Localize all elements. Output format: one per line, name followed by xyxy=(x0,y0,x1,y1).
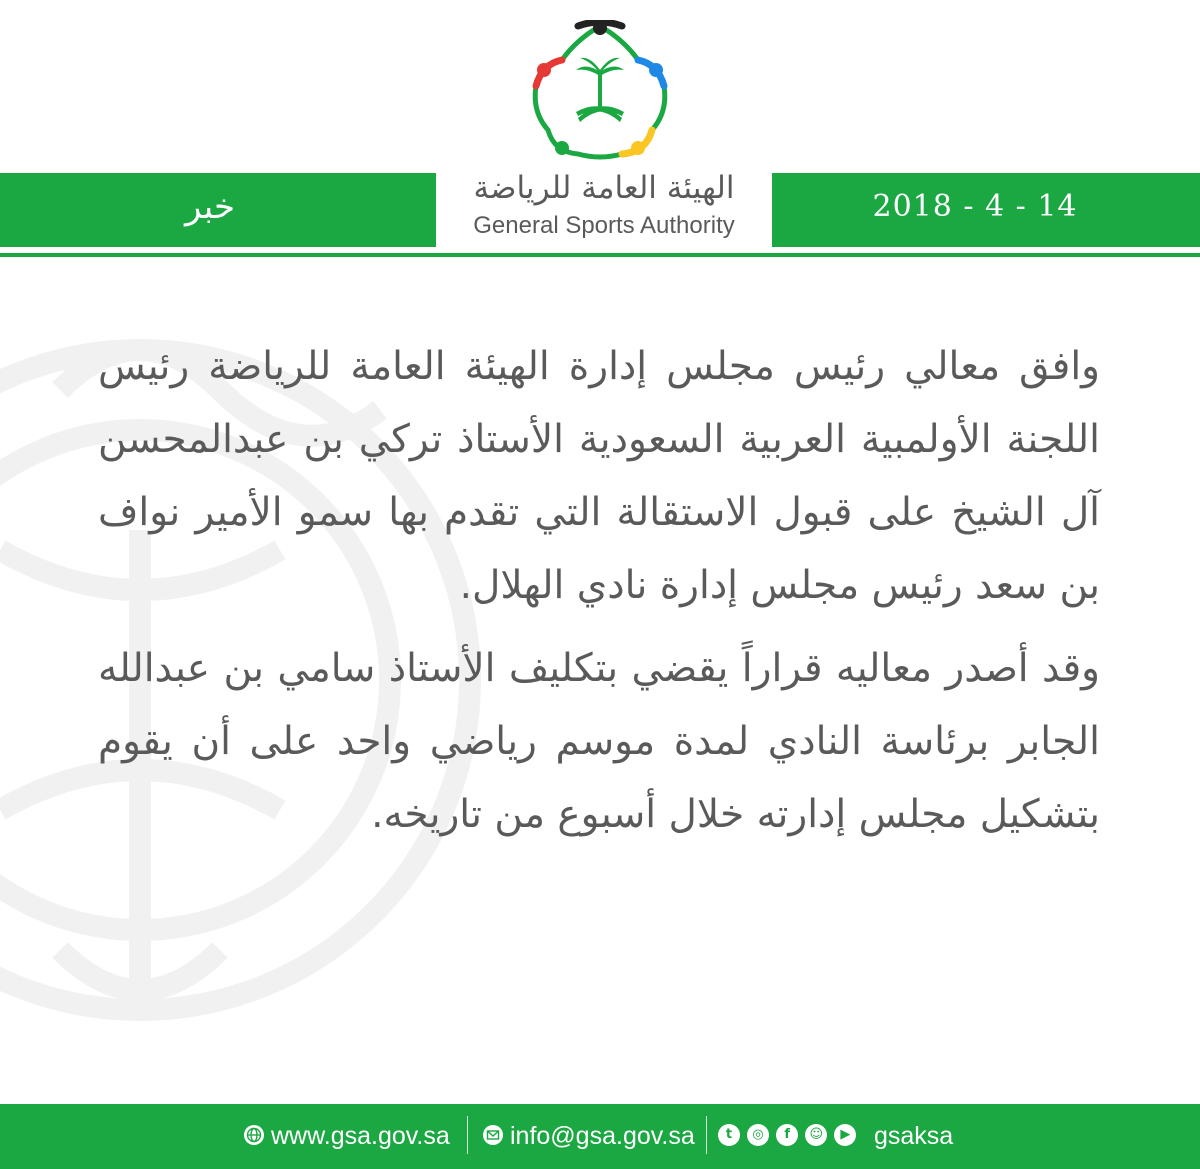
brand-name-english: General Sports Authority xyxy=(473,212,735,239)
news-paragraph: وقد أصدر معاليه قراراً يقضي بتكليف الأستاذ سامي بن عبدالله الجابر برئاسة النادي لمدة موسم رياضي واحد على أن يقوم بتشكيل مجلس إدارته خلال أسبوع من تاريخه. xyxy=(98,646,1100,837)
instagram-icon[interactable]: ◎ xyxy=(747,1124,769,1146)
globe-icon xyxy=(243,1124,265,1146)
news-body xyxy=(98,330,1100,861)
gsa-logo xyxy=(528,20,672,160)
website-link[interactable]: www.gsa.gov.sa xyxy=(271,1122,450,1150)
footer-separator xyxy=(467,1116,468,1154)
footer-email[interactable] xyxy=(482,1118,695,1154)
brand-box xyxy=(436,166,772,252)
news-date: 2018 - 4 - 14 xyxy=(872,189,1078,224)
snapchat-icon[interactable]: ☺ xyxy=(805,1124,827,1146)
footer-website[interactable] xyxy=(243,1118,450,1154)
social-handle[interactable]: gsaksa xyxy=(874,1122,954,1150)
facebook-icon[interactable]: f xyxy=(776,1124,798,1146)
youtube-icon[interactable]: ▶ xyxy=(834,1124,856,1146)
header-divider xyxy=(0,253,1200,257)
category-label: خبر xyxy=(184,187,236,227)
brand-name-arabic: الهيئة العامة للرياضة xyxy=(473,170,735,206)
mail-icon xyxy=(482,1124,504,1146)
twitter-icon[interactable]: t xyxy=(718,1124,740,1146)
email-link[interactable]: info@gsa.gov.sa xyxy=(510,1122,695,1150)
footer-separator xyxy=(706,1116,707,1154)
news-paragraph: وافق معالي رئيس مجلس إدارة الهيئة العامة للرياضة رئيس اللجنة الأولمبية العربية السعودية الأستاذ تركي بن عبدالمحسن آل الشيخ على قبول الاستقالة التي تقدم بها سمو الأمير نواف بن سعد رئيس مجلس إدارة نادي الهلال. xyxy=(98,344,1100,608)
social-icons xyxy=(718,1124,858,1148)
